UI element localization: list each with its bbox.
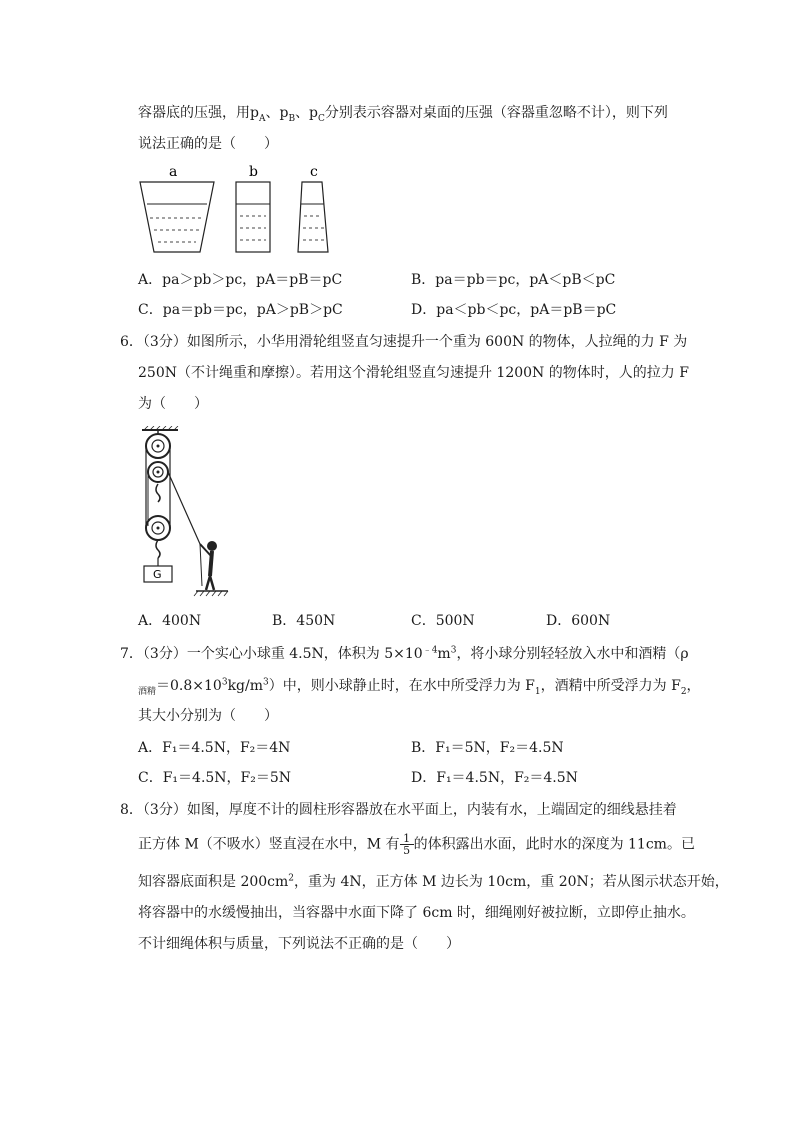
q6-stem-line3: 为（ ） <box>138 396 208 412</box>
q6-option-a[interactable]: A．400N <box>138 613 202 629</box>
q7-exponent: 3 <box>263 677 269 688</box>
q7-text: ）中，则小球静止时，在水中所受浮力为 F <box>268 678 535 694</box>
q7-exponent: ﹣4 <box>422 645 438 656</box>
label-a: a <box>169 164 178 180</box>
q7-option-a[interactable]: A．F₁＝4.5N，F₂＝4N <box>138 740 291 756</box>
container-c <box>298 182 328 252</box>
option-text: a＝pb＝pc，pA＜pB＜pC <box>444 272 616 288</box>
q6-option-d[interactable]: D．600N <box>546 613 611 629</box>
sub-C: C <box>318 113 325 124</box>
q7-stem-line3: 其大小分别为（ ） <box>138 708 278 724</box>
pull-rope <box>168 472 200 544</box>
q5-text: 、p <box>295 105 319 121</box>
q7-subscript: 酒精 <box>138 686 157 697</box>
q7-option-c[interactable]: C．F₁＝4.5N，F₂＝5N <box>138 770 292 786</box>
q7-stem-line1 <box>120 644 689 664</box>
pulley-axle <box>157 471 160 474</box>
q8-stem-line5: 不计细绳体积与质量，下列说法不正确的是（ ） <box>138 936 460 952</box>
option-text: a＜pb＜pc，pA＝pB＝pC <box>445 302 617 318</box>
q7-option-d[interactable]: D．F₁＝4.5N，F₂＝4.5N <box>411 770 578 786</box>
weight-label: G <box>153 568 162 581</box>
q6-option-c[interactable]: C．500N <box>411 613 475 629</box>
option-text: p <box>436 302 446 318</box>
rope-end <box>200 544 202 586</box>
q5-stem-line1 <box>138 103 668 123</box>
option-text: a＝pb＝pc，pA＞pB＞pC <box>171 302 343 318</box>
q5-text: 容器底的压强，用p <box>138 105 259 121</box>
q8-text: 知容器底面积是 200cm <box>138 874 289 890</box>
hook <box>156 484 160 502</box>
q8-stem-line3 <box>138 872 729 892</box>
q7-text: ，将小球分别轻轻放入水中和酒精（ρ <box>456 646 689 662</box>
option-text: a＞pb＞pc，pA＝pB＝pC <box>171 272 343 288</box>
containers-figure <box>138 160 338 260</box>
option-letter: A． <box>138 272 163 288</box>
option-text: p <box>435 272 445 288</box>
q8-text: ，重为 4N，正方体 M 边长为 10cm，重 20N；若从图示状态开始， <box>294 874 729 890</box>
fraction-denominator: 5 <box>403 844 411 857</box>
option-letter: B． <box>411 272 436 288</box>
q7-exponent: 3 <box>221 677 228 688</box>
container-b <box>236 182 270 252</box>
q8-text: 的体积露出水面，此时水的深度为 11cm。已 <box>413 836 695 853</box>
q7-stem-line2 <box>138 676 701 696</box>
q7-text: kg/m <box>227 678 263 694</box>
q7-option-b[interactable]: B．F₁＝5N，F₂＝4.5N <box>411 740 564 756</box>
option-letter: D． <box>411 302 437 318</box>
person-leg <box>210 576 214 590</box>
option-letter: C． <box>138 302 163 318</box>
label-c: c <box>310 164 318 180</box>
q5-text: 、p <box>265 105 289 121</box>
q7-text: ＝0.8×10 <box>156 678 222 694</box>
option-text: p <box>162 302 172 318</box>
label-b: b <box>249 164 258 180</box>
hook <box>156 540 160 558</box>
q7-exponent: 3 <box>450 645 457 656</box>
fraction <box>400 833 414 856</box>
q5-option-b[interactable] <box>411 270 615 290</box>
q6-stem-line1: 6．（3分）如图所示，小华用滑轮组竖直匀速提升一个重为 600N 的物体，人拉绳的力 F 为 <box>120 334 688 350</box>
q8-exponent: 2 <box>288 873 295 884</box>
q7-subscript: 2 <box>680 686 687 697</box>
q5-option-a[interactable] <box>138 270 342 290</box>
q8-stem-line1: 8．（3分）如图，厚度不计的圆柱形容器放在水平面上，内装有水，上端固定的细线悬挂着 <box>120 802 677 818</box>
pulley-figure <box>136 426 236 598</box>
q7-text: 7．（3分）一个实心小球重 4.5N，体积为 5×10 <box>120 646 423 662</box>
q6-stem-line2: 250N（不计绳重和摩擦）。若用这个滑轮组竖直匀速提升 1200N 的物体时，人的拉力 F <box>138 365 689 381</box>
q5-stem-line2: 说法正确的是（ ） <box>138 136 278 152</box>
q7-text: ， <box>686 678 701 694</box>
pulley-axle <box>157 445 160 448</box>
q7-text: m <box>437 646 451 662</box>
q5-option-c[interactable] <box>138 300 343 320</box>
q5-option-d[interactable] <box>411 300 616 320</box>
pulley-axle <box>157 527 160 530</box>
sub-A: A <box>258 113 266 124</box>
q6-option-b[interactable]: B．450N <box>272 613 336 629</box>
q5-text: 分别表示容器对桌面的压强（容器重忽略不计），则下列 <box>324 105 668 121</box>
q8-stem-line2 <box>138 833 695 856</box>
fraction-numerator: 1 <box>400 833 414 845</box>
person-head <box>207 541 217 551</box>
sub-B: B <box>288 113 296 124</box>
q8-stem-line4: 将容器中的水缓慢抽出，当容器中水面下降了 6cm 时，细绳刚好被拉断，立即停止抽水。 <box>138 905 695 921</box>
q8-text: 正方体 M（不吸水）竖直浸在水中，M 有 <box>138 836 400 853</box>
q7-subscript: 1 <box>534 686 541 697</box>
option-text: p <box>162 272 172 288</box>
q7-text: ，酒精中所受浮力为 F <box>540 678 681 694</box>
